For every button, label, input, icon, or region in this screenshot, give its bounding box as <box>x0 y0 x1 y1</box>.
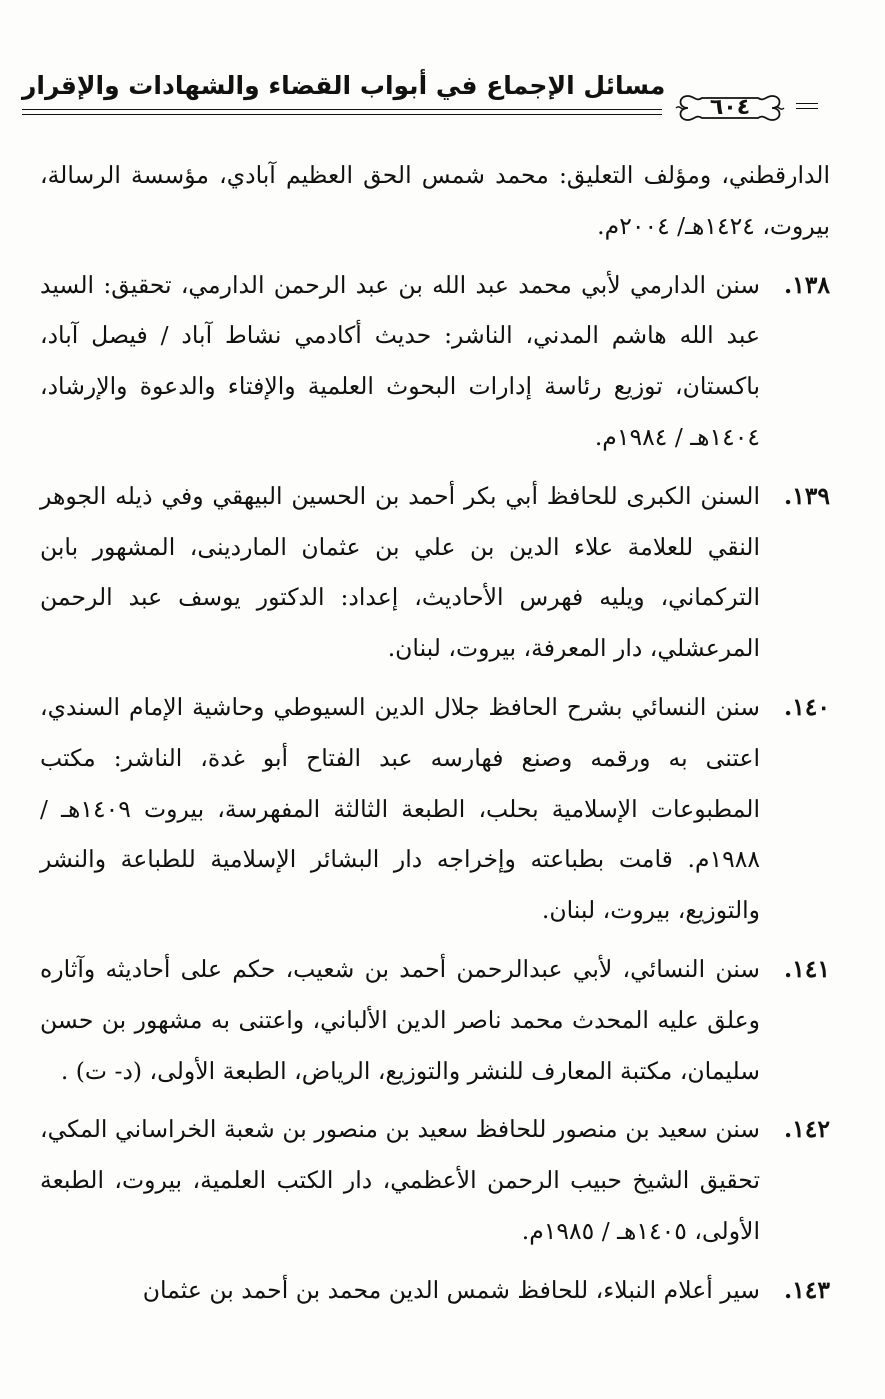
entry-text: سنن النسائي بشرح الحافظ جلال الدين السيوطي وحاشية الإمام السندي، اعتنى به ورقمه وصنع فهارسه عبد الفتاح أبو غدة، الناشر: مكتب المطبوعات الإسلامية بحلب، الطبعة الثالثة المفهرسة، بيروت ١٤٠٩هـ / ١٩٨٨م. قامت بطباعته وإخراجه دار البشائر الإسلامية للطباعة والنشر والتوزيع، بيروت، لبنان. <box>40 692 760 925</box>
page-number-ornament <box>674 88 786 128</box>
bibliography-entry <box>40 1265 830 1316</box>
entry-number: ١٤٠. <box>783 692 830 721</box>
header-rule-right-upper <box>796 103 818 104</box>
entry-text: سنن الدارمي لأبي محمد عبد الله بن عبد الرحمن الدارمي، تحقيق: السيد عبد الله هاشم المدني، الناشر: حديث أكادمي نشاط آباد / فيصل آباد، باكستان، توزيع رئاسة إدارات البحوث العلمية والإفتاء والدعوة والإرشاد، ١٤٠٤هـ / ١٩٨٤م. <box>40 270 760 451</box>
entry-number: ١٤١. <box>783 954 830 983</box>
entry-number: ١٤٢. <box>783 1115 830 1144</box>
header-rule-right-lower <box>796 108 818 109</box>
bibliography-entry <box>40 1104 830 1256</box>
page-number: ٦٠٤ <box>709 95 751 120</box>
entry-number: ١٣٩. <box>783 481 830 510</box>
entry-text: سنن سعيد بن منصور للحافظ سعيد بن منصور بن شعبة الخراساني المكي، تحقيق الشيخ حبيب الرحمن الأعظمي، دار الكتب العلمية، بيروت، الطبعة الأولى، ١٤٠٥هـ / ١٩٨٥م. <box>40 1115 760 1245</box>
entry-text: سنن النسائي، لأبي عبدالرحمن أحمد بن شعيب، حكم على أحاديثه وآثاره وعلق عليه المحدث محمد ناصر الدين الألباني، واعتنى به مشهور بن حسن سليمان، مكتبة المعارف للنشر والتوزيع، الرياض، الطبعة الأولى، (د- ت) . <box>40 954 760 1085</box>
entry-text: سير أعلام النبلاء، للحافظ شمس الدين محمد بن أحمد بن عثمان <box>142 1275 760 1304</box>
bibliography-entry <box>40 260 830 463</box>
continued-entry-text: الدارقطني، ومؤلف التعليق: محمد شمس الحق العظيم آبادي، مؤسسة الرسالة، بيروت، ١٤٢٤هـ/ ٢٠٠٤م. <box>40 161 830 240</box>
bibliography-body <box>40 150 830 1324</box>
bibliography-entry <box>40 944 830 1096</box>
entry-text: السنن الكبرى للحافظ أبي بكر أحمد بن الحسين البيهقي وفي ذيله الجوهر النقي للعلامة علاء الدين بن علي بن عثمان الماردينى، المشهور بابن التركماني، ويليه فهرس الأحاديث، إعداد: الدكتور يوسف عبد الرحمن المرعشلي، دار المعرفة، بيروت، لبنان. <box>40 481 760 663</box>
running-title: مسائل الإجماع في أبواب القضاء والشهادات والإقرار <box>22 71 666 100</box>
bibliography-entry <box>40 682 830 936</box>
header-rule-left-upper <box>22 109 662 110</box>
page-header <box>22 66 824 146</box>
header-rule-left-lower <box>22 114 662 115</box>
entry-number: ١٣٨. <box>783 270 830 299</box>
entry-number: ١٤٣. <box>783 1275 830 1304</box>
bibliography-entry <box>40 471 830 674</box>
